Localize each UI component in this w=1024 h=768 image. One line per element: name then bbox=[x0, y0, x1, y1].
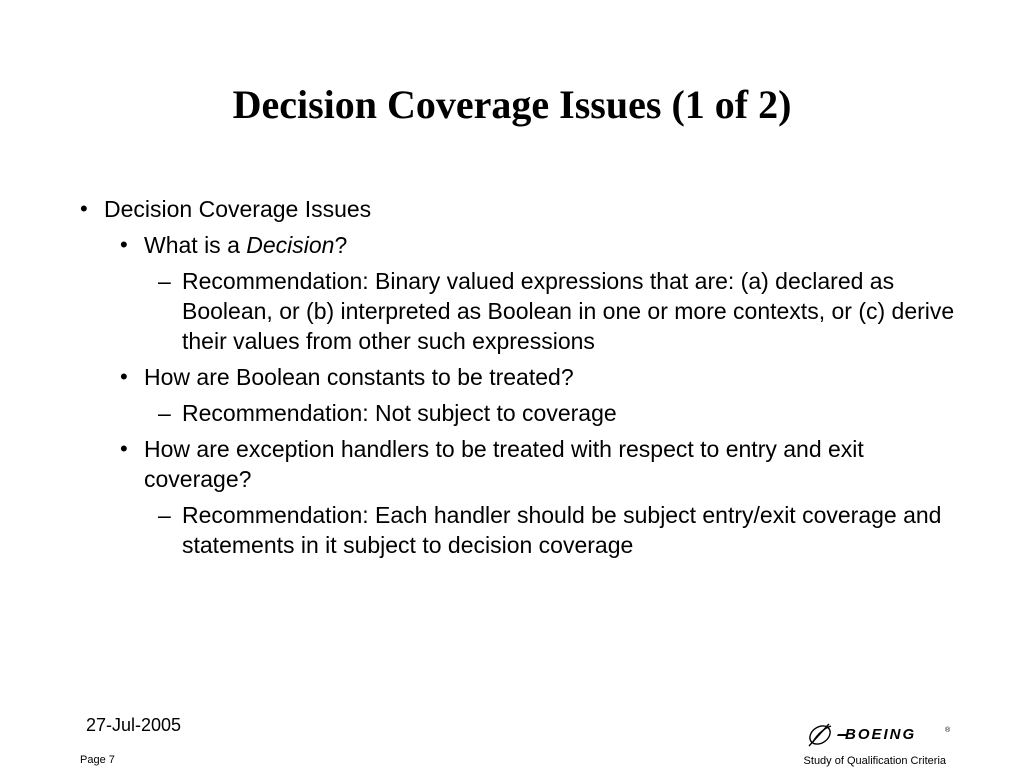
bullet-level3 bbox=[76, 500, 956, 560]
bullet-level3 bbox=[76, 266, 956, 356]
bullet-text: Recommendation: Not subject to coverage bbox=[182, 400, 617, 426]
bullet-dot-icon: • bbox=[120, 232, 128, 257]
bullet-dot-icon: • bbox=[120, 436, 128, 461]
footer-date: 27-Jul-2005 bbox=[86, 715, 182, 735]
bullet-dash-icon: – bbox=[158, 502, 171, 528]
bullet-level2 bbox=[76, 362, 956, 392]
bullet-text: Recommendation: Each handler should be subject entry/exit coverage and statements in it subject to decision coverage bbox=[182, 502, 942, 558]
slide-title: Decision Coverage Issues (1 of 2) bbox=[232, 82, 792, 127]
bullet-text-emphasis: Decision bbox=[246, 232, 335, 258]
bullet-text-prefix: What is a bbox=[144, 232, 247, 258]
logo-wordmark: BOEING bbox=[845, 726, 917, 743]
bullet-level1 bbox=[76, 194, 956, 224]
bullet-text: Recommendation: Binary valued expressions that are: (a) declared as Boolean, or (b) interpreted as Boolean in one or more contexts, or (c) derive their values from other such expressions bbox=[182, 268, 955, 354]
bullet-text: How are exception handlers to be treated with respect to entry and exit coverage? bbox=[144, 436, 864, 492]
bullet-text-suffix: ? bbox=[334, 232, 348, 258]
bullet-dot-icon: • bbox=[120, 364, 128, 389]
logo-registered-mark: ® bbox=[945, 727, 951, 734]
bullet-dash-icon: – bbox=[158, 268, 171, 294]
bullet-text: How are Boolean constants to be treated? bbox=[144, 364, 574, 390]
bullet-text: Decision Coverage Issues bbox=[104, 196, 372, 222]
bullet-level2 bbox=[76, 434, 956, 494]
bullet-dot-icon: • bbox=[80, 196, 88, 221]
slide-body bbox=[76, 194, 956, 560]
footer-page-number: Page 7 bbox=[80, 754, 115, 766]
bullet-level3 bbox=[76, 398, 956, 428]
bullet-dash-icon: – bbox=[158, 400, 171, 426]
footer-study-title: Study of Qualification Criteria bbox=[803, 755, 946, 767]
boeing-logo-icon bbox=[807, 716, 957, 752]
bullet-level2 bbox=[76, 230, 956, 260]
